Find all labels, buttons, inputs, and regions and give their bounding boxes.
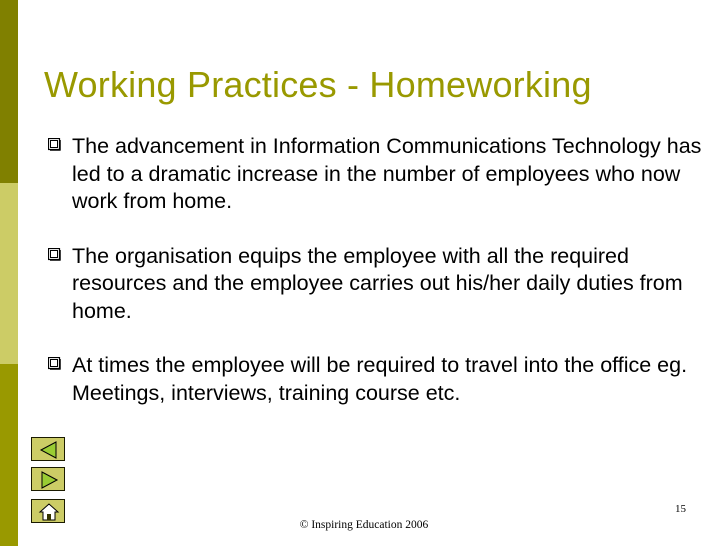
- previous-slide-button[interactable]: [31, 437, 65, 461]
- slide-title: Working Practices - Homeworking: [44, 64, 592, 105]
- next-arrow-icon: [32, 468, 66, 492]
- page-number: 15: [675, 503, 686, 515]
- bullet-item: [44, 243, 704, 326]
- sidebar-top-band: [0, 0, 18, 183]
- square-bullet-icon: [48, 357, 61, 370]
- bullet-text: The organisation equips the employee with all the required resources and the employee carries out his/her daily duties from home.: [72, 243, 683, 323]
- bullet-list: [44, 133, 704, 434]
- bullet-text: The advancement in Information Communications Technology has led to a dramatic increase in the number of employees who now work from home.: [72, 134, 702, 213]
- bullet-text: At times the employee will be required to travel into the office eg. Meetings, interviews, training course etc.: [72, 353, 688, 405]
- square-bullet-icon: [48, 248, 61, 261]
- bullet-item: [44, 352, 704, 407]
- square-bullet-icon: [48, 138, 61, 151]
- sidebar-middle-band: [0, 183, 18, 364]
- next-slide-button[interactable]: [31, 467, 65, 491]
- previous-arrow-icon: [32, 438, 66, 462]
- bullet-item: [44, 133, 704, 216]
- footer-copyright: © Inspiring Education 2006: [299, 519, 429, 531]
